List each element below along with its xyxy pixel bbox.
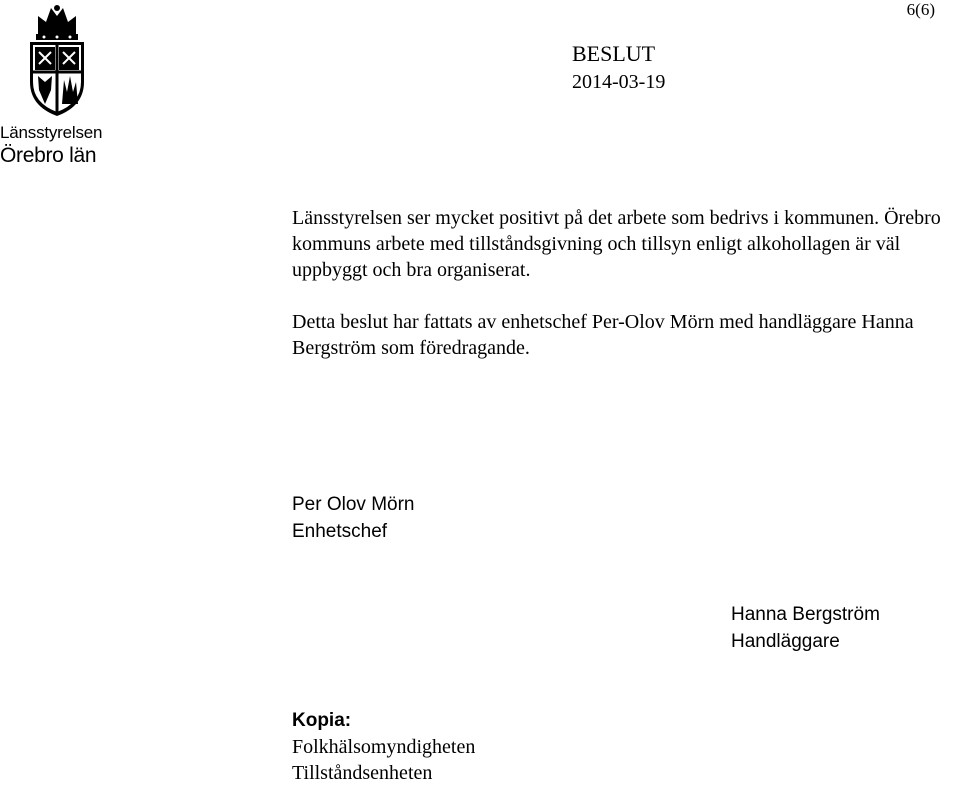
signature-name: Per Olov Mörn <box>292 494 415 515</box>
paragraph-text: Detta beslut har fattats av enhetschef Per-Olov Mörn med handläggare Hanna Bergström som föredragande. <box>292 311 914 359</box>
paragraph-text: Länsstyrelsen ser mycket positivt på det arbete som bedrivs i kommunen. Örebro kommuns arbete med tillståndsgivning och tillsyn enligt alkohollagen är väl uppbyggt och bra organiserat. <box>292 207 941 281</box>
org-name: Länsstyrelsen <box>0 123 103 142</box>
body-paragraph-2 <box>292 309 952 361</box>
page-number: 6(6) <box>906 0 935 19</box>
copy-recipient: Folkhälsomyndigheten <box>292 736 476 758</box>
signature-title: Enhetschef <box>292 521 388 542</box>
copy-recipient: Tillståndsenheten <box>292 762 433 784</box>
copy-recipients <box>292 708 475 786</box>
signature-name: Hanna Bergström <box>731 604 880 625</box>
signature-block-2 <box>731 601 880 655</box>
document-type: BESLUT <box>572 41 656 66</box>
coat-of-arms-icon <box>24 4 90 120</box>
body-paragraph-1 <box>292 205 952 283</box>
org-county: Örebro län <box>0 144 97 167</box>
signature-title: Handläggare <box>731 631 840 652</box>
document-date: 2014-03-19 <box>572 71 666 93</box>
copy-label: Kopia: <box>292 710 352 731</box>
signature-block-1 <box>292 491 414 545</box>
